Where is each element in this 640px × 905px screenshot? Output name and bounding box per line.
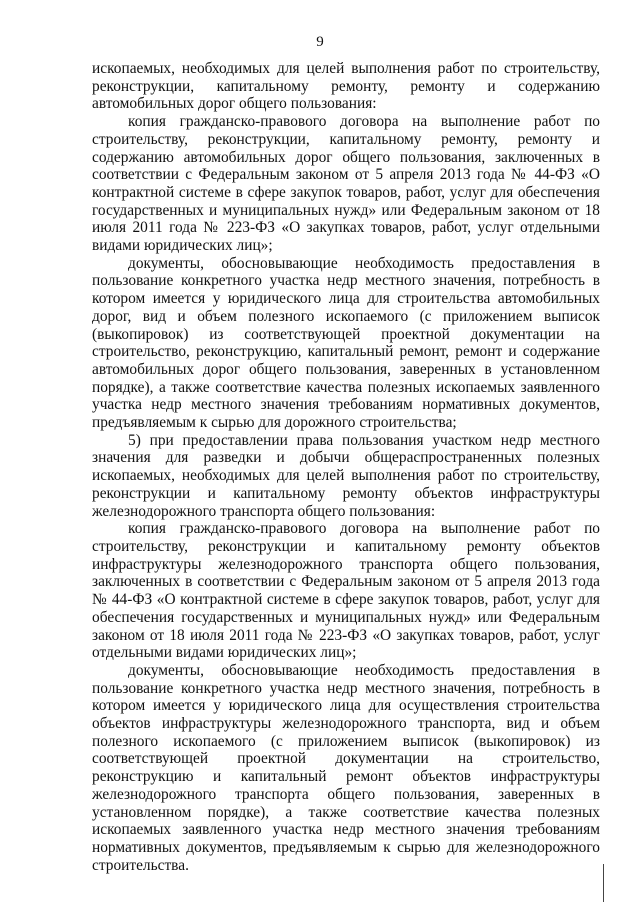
paragraph: копия гражданско-правового договора на выполнение работ по строительству, реконструкции, капитальному ремонту, ремонту и содержанию автомобильных дорог общего пользования, заключенных в соответствии с Федеральным законом от 5 апреля 2013 года № 44-ФЗ «О контрактной системе в сфере закупок товаров, работ, услуг для обеспечения государственных и муниципальных нужд» или Федеральным законом от 18 июля 2011 года № 223-ФЗ «О закупках товаров, работ, услуг отдельными видами юридических лиц»; <box>92 113 600 255</box>
paragraph: ископаемых, необходимых для целей выполнения работ по строительству, реконструкции, капитальному ремонту, ремонту и содержанию автомобильных дорог общего пользования: <box>92 60 600 113</box>
paragraph: копия гражданско-правового договора на выполнение работ по строительству, реконструкции и капитальному ремонту объектов инфраструктуры железнодорожного транспорта общего пользования, заключенных в соответствии с Федеральным законом от 5 апреля 2013 года № 44-ФЗ «О контрактной системе в сфере закупок товаров, работ, услуг для обеспечения государственных и муниципальных нужд» или Федеральным законом от 18 июля 2011 года № 223-ФЗ «О закупках товаров, работ, услуг отдельными видами юридических лиц»; <box>92 520 600 662</box>
paragraph: документы, обосновывающие необходимость предоставления в пользование конкретного участка недр местного значения, потребность в котором имеется у юридического лица для строительства автомобильных дорог, вид и объем полезного ископаемого (с приложением выписок (выкопировок) из соответствующей проектной документации на строительство, реконструкцию, капитальный ремонт, ремонт и содержание автомобильных дорог общего пользования, заверенных в установленном порядке), а также соответствие качества полезных ископаемых заявленного участка недр местного значения требованиям нормативных документов, предъявляемым к сырью для дорожного строительства; <box>92 254 600 432</box>
margin-line <box>603 864 604 902</box>
paragraph: документы, обосновывающие необходимость предоставления в пользование конкретного участка недр местного значения, потребность в котором имеется у юридического лица для осуществления строительства объектов инфраструктуры железнодорожного транспорта, вид и объем полезного ископаемого (с приложением выписок (выкопировок) из соответствующей проектной документации на строительство, реконструкцию и капитальный ремонт объектов инфраструктуры железнодорожного транспорта общего пользования, заверенных в установленном порядке), а также соответствие качества полезных ископаемых заявленного участка недр местного значения требованиям нормативных документов, предъявляемым к сырью для железнодорожного строительства. <box>92 661 600 874</box>
document-body <box>92 60 600 874</box>
paragraph: 5) при предоставлении права пользования участком недр местного значения для разведки и добычи общераспространенных полезных ископаемых, необходимых для целей выполнения работ по строительству, реконструкции и капитальному ремонту объектов инфраструктуры железнодорожного транспорта общего пользования: <box>92 431 600 520</box>
page-number: 9 <box>316 34 324 50</box>
